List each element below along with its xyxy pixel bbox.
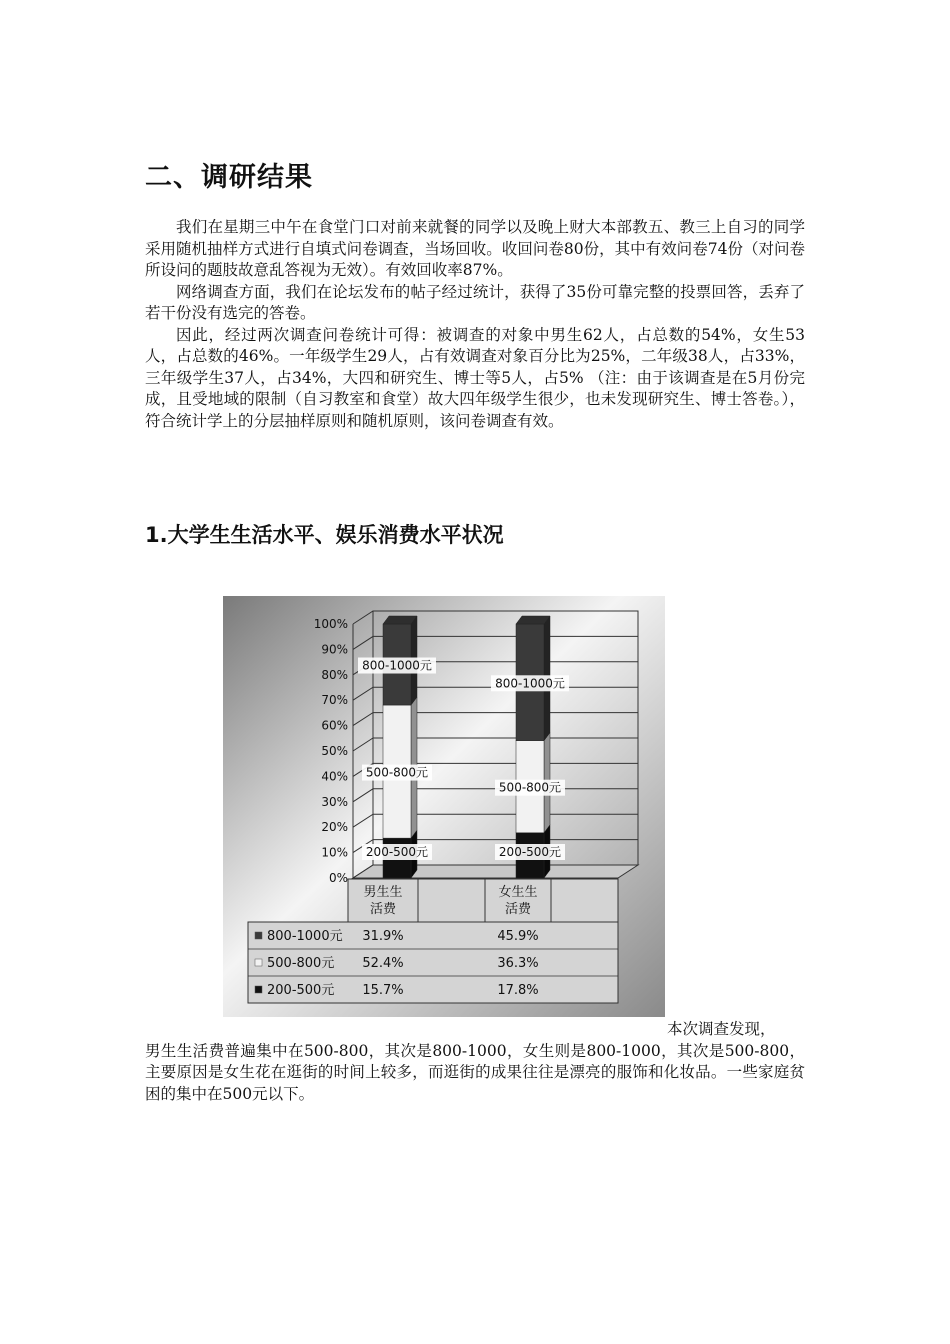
bar-label: 800-1000元: [362, 658, 432, 673]
bar-top: [383, 616, 417, 624]
bar-label: 200-500元: [498, 845, 562, 859]
y-tick-label: 70%: [321, 693, 348, 708]
legend-swatch: [255, 959, 262, 966]
paragraph-summary: 因此，经过两次调查问卷统计可得：被调查的对象中男生62人，占总数的54%，女生53人，占总数的46%。一年级学生29人，占有效调查对象百分比为25%，二年级38人，占33%，三年级学生37人，占34%，大四和研究生、博士等5人，占5% （注：由于该调查是在5月份完成，且受地域的限制（自习教室和食堂）故大四年级学生很少，也未发现研究生、博士答卷。），符合统计学上的分层抽样原则和随机原则，该问卷调查有效。: [145, 325, 805, 430]
category-label: 活费: [369, 902, 397, 917]
legend-swatch: [255, 986, 262, 993]
bar-top: [516, 616, 550, 624]
y-tick-label: 60%: [321, 718, 348, 733]
y-tick-label: 100%: [313, 617, 348, 631]
table-value: 17.8%: [497, 983, 539, 998]
subsection-title: 1.大学生生活水平、娱乐消费水平状况: [145, 523, 504, 547]
y-tick-label: 20%: [321, 820, 348, 835]
y-tick-label: 0%: [328, 871, 348, 885]
bar-label: 200-500元: [365, 845, 429, 859]
table-value: 15.7%: [362, 983, 404, 998]
closing-text: 男生生活费普遍集中在500-800，其次是800-1000，女生则是800-1000，其次是500-800，主要原因是女生花在逛街的时间上较多，而逛街的成果往往是漂亮的服饰和化妆品。一些家庭贫困的集中在500元以下。: [145, 1041, 805, 1103]
y-tick-label: 90%: [321, 642, 348, 657]
legend-label: 200-500元: [267, 983, 335, 998]
category-label: 男生生: [363, 885, 403, 900]
closing-paragraph: [145, 1019, 805, 1105]
y-tick-label: 80%: [321, 667, 348, 682]
bar-label: 800-1000元: [495, 676, 565, 691]
table-value: 52.4%: [362, 956, 404, 971]
table-value: 31.9%: [362, 929, 404, 944]
chart-svg: [223, 596, 665, 1017]
y-tick-label: 10%: [321, 845, 348, 860]
bar-label: 500-800元: [498, 780, 562, 795]
intro-text: [145, 217, 805, 432]
table-value: 36.3%: [497, 956, 539, 971]
legend-swatch: [255, 932, 262, 939]
section-heading: 二、调研结果: [145, 162, 313, 193]
paragraph-survey: 我们在星期三中午在食堂门口对前来就餐的同学以及晚上财大本部教五、教三上自习的同学采用随机抽样方式进行自填式问卷调查，当场回收。收回问卷80份，其中有效问卷74份（对问卷所设问的题肢故意乱答视为无效）。有效回收率87%。: [145, 218, 805, 279]
living-expense-chart: [223, 596, 665, 1017]
bar-label: 500-800元: [365, 765, 429, 780]
category-label: 活费: [504, 902, 532, 917]
closing-first-line: 本次调查发现，: [667, 1020, 776, 1038]
paragraph-online: 网络调查方面，我们在论坛发布的帖子经过统计，获得了35份可靠完整的投票回答，丢弃了若干份没有选完的答卷。: [145, 282, 805, 322]
legend-label: 800-1000元: [267, 929, 343, 944]
category-label: 女生生: [498, 885, 538, 900]
y-tick-label: 30%: [321, 794, 348, 809]
y-tick-label: 50%: [321, 744, 348, 758]
table-value: 45.9%: [497, 929, 539, 944]
y-tick-label: 40%: [321, 769, 348, 784]
legend-label: 500-800元: [267, 956, 335, 971]
